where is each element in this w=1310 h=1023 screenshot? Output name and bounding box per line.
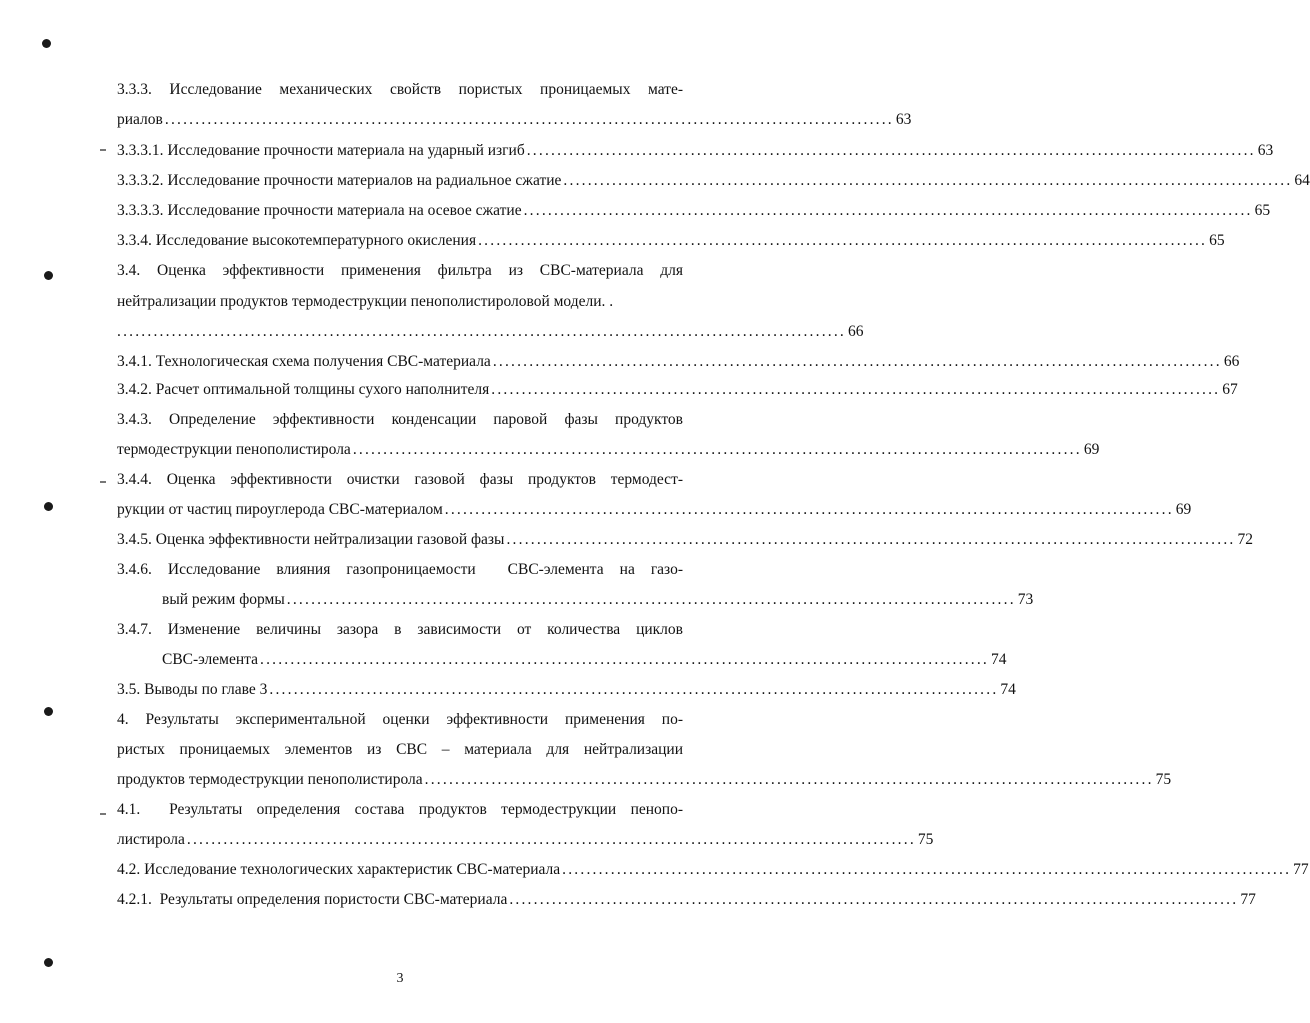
leader-dots: ........................................................................................................................: [286, 591, 1016, 608]
toc-entry-page: 65: [1254, 202, 1271, 219]
toc-entry-page: 72: [1237, 531, 1253, 548]
leader-dots: ........................................................................................................................: [491, 381, 1221, 398]
toc-entry-title: 3.3.3.3. Исследование прочности материала на осевое сжатие: [117, 202, 522, 219]
toc-entry-title: листирола: [117, 831, 185, 848]
toc-line: 3.4.3. Определение эффективности конденсации паровой фазы продуктов: [117, 411, 683, 428]
toc-line: нейтрализации продуктов термодеструкции пенополистироловой модели. .: [117, 293, 614, 310]
toc-entry: [117, 380, 1238, 400]
toc-line: 4.1. Результаты определения состава продуктов термодеструкции пенопо-: [117, 801, 683, 818]
toc-entry: [117, 500, 1192, 520]
toc-entry-page: 65: [1209, 232, 1225, 249]
scan-speck: [100, 149, 106, 151]
toc-entry-title: 3.4.1. Технологическая схема получения СВС-материала: [117, 353, 491, 370]
toc-entry-title: термодеструкции пенополистирола: [117, 441, 351, 458]
toc-entry-title: СВС-элемента: [162, 651, 258, 668]
leader-dots: ........................................................................................................................: [424, 771, 1154, 788]
leader-dots: ........................................................................................................................: [506, 531, 1236, 548]
leader-dots: ........................................................................................................................: [352, 441, 1082, 458]
toc-entry-title: 3.4.2. Расчет оптимальной толщины сухого наполнителя: [117, 381, 490, 398]
toc-entry: [117, 231, 1225, 251]
toc-entry-page: 64: [1294, 172, 1310, 189]
toc-entry-title: 3.3.3.2. Исследование прочности материалов на радиальное сжатие: [117, 172, 562, 189]
toc-entry-page: 66: [1223, 353, 1240, 370]
toc-entry-title: 3.5. Выводы по главе 3: [117, 681, 268, 698]
leader-dots: ........................................................................................................................: [269, 681, 999, 698]
toc-entry: [117, 110, 912, 130]
leader-dots: ........................................................................................................................: [563, 172, 1293, 189]
toc-line: 3.4.6. Исследование влияния газопроницаемости СВС-элемента на газо-: [117, 561, 683, 578]
binder-hole-mark: [42, 39, 51, 48]
toc-entry-page: 75: [1155, 771, 1172, 788]
binder-hole-mark: [44, 271, 53, 280]
toc-entry: [117, 890, 1256, 910]
toc-entry-title: 3.3.4. Исследование высокотемпературного окисления: [117, 232, 477, 249]
toc-entry: [117, 171, 1310, 191]
toc-entry-page: 67: [1222, 381, 1238, 398]
toc-entry-page: 74: [1000, 681, 1016, 698]
toc-entry: [117, 530, 1253, 550]
leader-dots: ........................................................................................................................: [260, 651, 989, 668]
binder-hole-mark: [44, 958, 53, 967]
leader-dots: ........................................................................................................................: [492, 353, 1222, 370]
leader-dots: ........................................................................................................................: [523, 202, 1253, 219]
toc-entry-title: 3.3.3.1. Исследование прочности материала на ударный изгиб: [117, 142, 525, 159]
toc-entry-page: 77: [1293, 861, 1309, 878]
leader-dots: ........................................................................................................................: [117, 323, 846, 340]
leader-dots: ........................................................................................................................: [526, 142, 1256, 159]
toc-entry: [162, 590, 1034, 610]
scan-speck: [100, 481, 106, 483]
toc-entry-page: 77: [1240, 891, 1256, 908]
toc-entry-page: 75: [917, 831, 934, 848]
leader-dots: ........................................................................................................................: [478, 232, 1208, 249]
toc-line: 4. Результаты экспериментальной оценки эффективности применения по-: [117, 711, 683, 728]
toc-entry-page: 66: [848, 323, 864, 340]
toc-line: ристых проницаемых элементов из СВС – материала для нейтрализации: [117, 741, 683, 758]
toc-entry: [117, 860, 1309, 880]
toc-entry-page: 69: [1175, 501, 1192, 518]
page-number: 3: [396, 971, 404, 986]
toc-entry-title: 4.2. Исследование технологических характеристик СВС-материала: [117, 861, 561, 878]
toc-line: 3.3.3. Исследование механических свойств пористых проницаемых мате-: [117, 81, 683, 98]
toc-line: 3.4. Оценка эффективности применения фильтра из СВС-материала для: [117, 262, 683, 279]
leader-dots: ........................................................................................................................: [186, 831, 916, 848]
leader-dots: ........................................................................................................................: [444, 501, 1174, 518]
toc-entry-title: 4.2.1. Результаты определения пористости СВС-материала: [117, 891, 508, 908]
toc-entry: [117, 830, 934, 850]
toc-entry-page: 63: [895, 111, 912, 128]
toc-entry: [117, 141, 1274, 161]
scan-speck: [100, 813, 106, 815]
toc-entry-page: 73: [1017, 591, 1034, 608]
toc-entry-title: рукции от частиц пироуглерода СВС-материалом: [117, 501, 443, 518]
toc-line: 3.4.7. Изменение величины зазора в зависимости от количества циклов: [117, 621, 683, 638]
toc-entry: [117, 322, 864, 342]
toc-entry-title: риалов: [117, 111, 163, 128]
leader-dots: ........................................................................................................................: [562, 861, 1292, 878]
leader-dots: ........................................................................................................................: [509, 891, 1239, 908]
toc-entry: [117, 201, 1271, 221]
toc-entry-page: 63: [1257, 142, 1274, 159]
toc-entry: [117, 352, 1240, 372]
toc-entry-page: 74: [991, 651, 1007, 668]
toc-entry: [117, 440, 1100, 460]
toc-entry-title: продуктов термодеструкции пенополистирола: [117, 771, 423, 788]
binder-hole-mark: [44, 707, 53, 716]
toc-entry-page: 69: [1083, 441, 1100, 458]
toc-entry: [117, 770, 1172, 790]
toc-entry-title: 3.4.5. Оценка эффективности нейтрализации газовой фазы: [117, 531, 505, 548]
toc-entry: [117, 680, 1016, 700]
toc-entry-title: вый режим формы: [162, 591, 285, 608]
toc-line: 3.4.4. Оценка эффективности очистки газовой фазы продуктов термодест-: [117, 471, 683, 488]
toc-entry: [162, 650, 1007, 670]
leader-dots: ........................................................................................................................: [164, 111, 894, 128]
binder-hole-mark: [44, 502, 53, 511]
